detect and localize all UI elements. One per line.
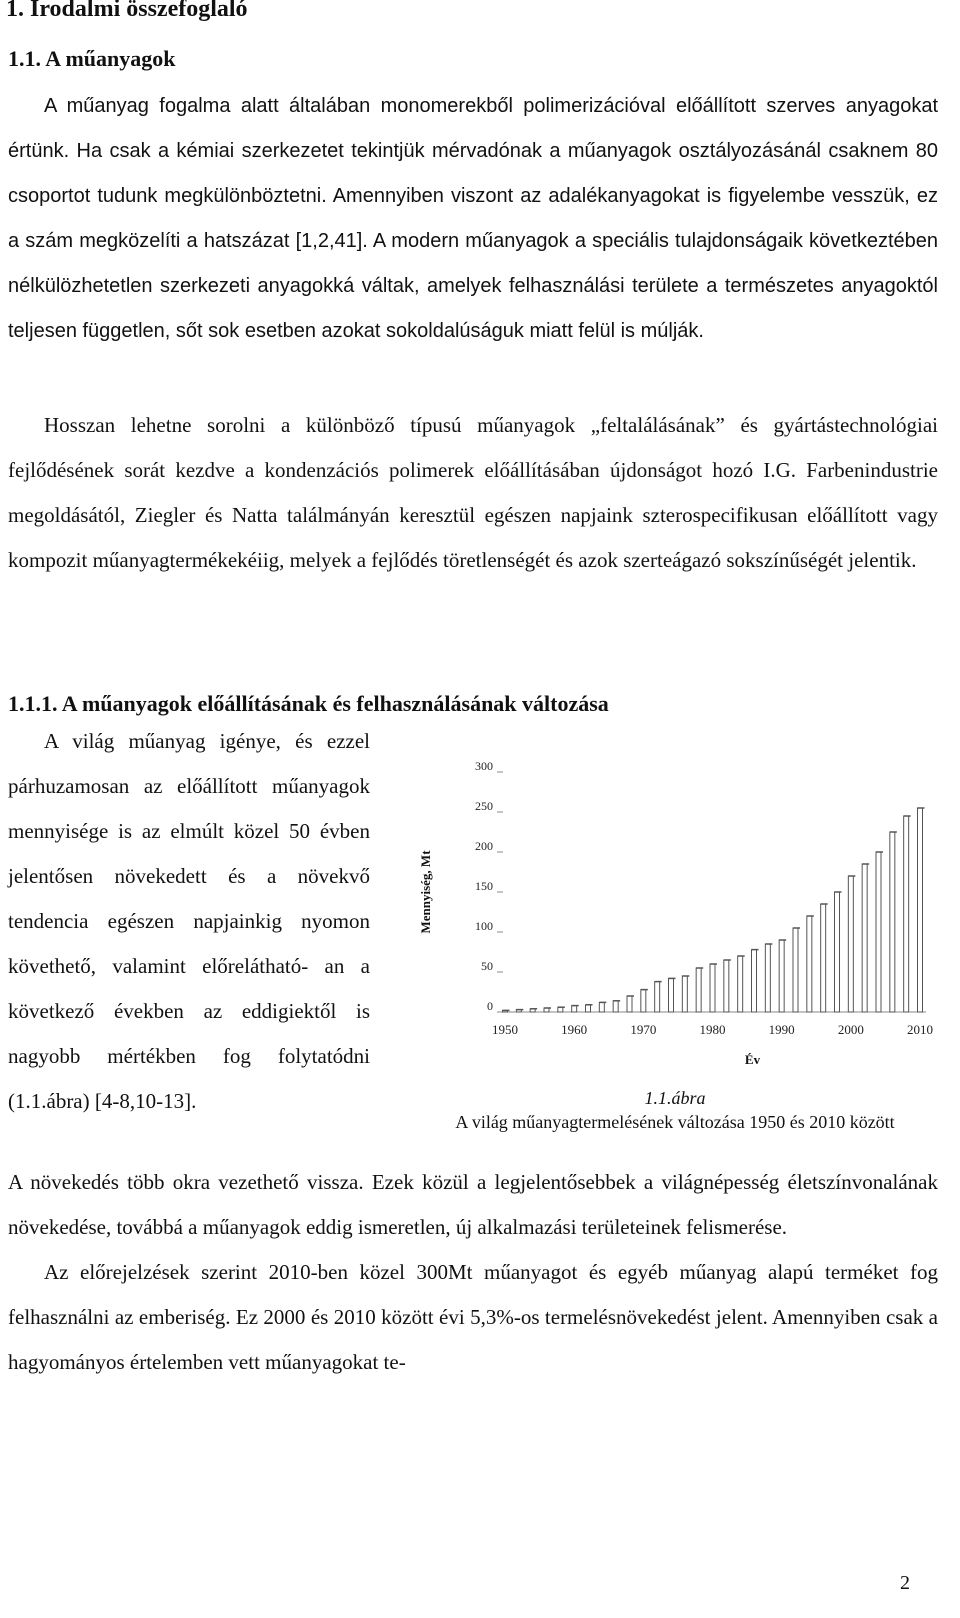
- figure-1-1: [410, 760, 940, 1160]
- y-tick-label: 150: [475, 879, 493, 893]
- x-tick-label: 1960: [561, 1022, 588, 1037]
- paragraph-forecast: Az előrejelzések szerint 2010-ben közel 300Mt műanyagot és egyéb műanyag alapú terméket fog felhasználni az emberiség. Ez 2000 és 2010 között évi 5,3%-os termelésnövekedést jelent. Amennyiben csak a hagyományos értelemben vett műanyagokat te-: [8, 1260, 938, 1374]
- bar: [572, 1006, 577, 1012]
- bar: [586, 1005, 591, 1012]
- history-text-block: [8, 403, 938, 583]
- bar: [710, 964, 715, 1012]
- paragraph-reasons: A növekedés több okra vezethető vissza. Ezek közül a legjelentősebbek a világnépesség életszínvonalának növekedése, továbbá a műanyagok eddig ismeretlen, új alkalmazási területeinek felismerése.: [8, 1170, 938, 1239]
- x-tick-label: 2010: [907, 1022, 933, 1037]
- bar: [627, 996, 632, 1012]
- bar: [821, 904, 826, 1012]
- production-bar-chart: [410, 760, 940, 1090]
- bar: [696, 968, 701, 1012]
- bar: [724, 960, 729, 1012]
- y-tick-label: 300: [475, 760, 493, 773]
- bar: [599, 1002, 604, 1012]
- bar: [752, 950, 757, 1012]
- x-tick-label: 1980: [699, 1022, 726, 1037]
- bar: [669, 978, 674, 1012]
- bar: [835, 892, 840, 1012]
- bar: [876, 852, 881, 1012]
- bar: [779, 940, 784, 1012]
- x-tick-label: 1970: [630, 1022, 657, 1037]
- paragraph-demand: A világ műanyag igénye, és ezzel párhuzamosan az előállított műanyagok mennyisége is az elmúlt közel 50 évben jelentősen növekedett és a növekvő tendencia egészen napjainkig nyomon követhető, valamint előrelátható- an a következő években az eddigiektől is nagyobb mértékben fog folytatódni (1.1.ábra) [4-8,10-13].: [8, 729, 370, 1113]
- y-axis-label: Mennyiség, Mt: [418, 850, 433, 934]
- y-tick-label: 50: [481, 959, 493, 973]
- x-tick-label: 1950: [492, 1022, 518, 1037]
- bar: [682, 976, 687, 1012]
- bar: [862, 864, 867, 1012]
- bar: [918, 808, 923, 1012]
- figure-caption: A világ műanyagtermelésének változása 1950 és 2010 között: [455, 1112, 895, 1132]
- left-column-text-block: [8, 719, 370, 1124]
- page-number: 2: [900, 1572, 910, 1594]
- bar: [641, 990, 646, 1012]
- figure-number: 1.1.ábra: [644, 1088, 706, 1108]
- y-tick-label: 100: [475, 919, 493, 933]
- bar: [613, 1001, 618, 1012]
- paragraph-definition: A műanyag fogalma alatt általában monomerekből polimerizációval előállított szerves anyagokat értünk. Ha csak a kémiai szerkezetet tekintjük mérvadónak a műanyagok osztályozásánál csaknem 80 csoportot tudunk megkülönböztetni. Amennyiben viszont az adalékanyagokat is figyelembe vesszük, ez a szám megközelíti a hatszázat [1,2,41]. A modern műanyagok a speciális tulajdonságaik következtében nélkülözhetetlen szerkezeti anyagokká váltak, amelyek felhasználási területe a természetes anyagoktól teljesen független, sőt sok esetben azokat sokoldalúságuk miatt felül is múlják.: [8, 95, 938, 342]
- x-axis-label: Év: [744, 1052, 761, 1067]
- bar: [890, 832, 895, 1012]
- bar: [655, 982, 660, 1012]
- y-tick-label: 0: [487, 999, 493, 1013]
- bar: [807, 916, 812, 1012]
- section-heading: 1.1. A műanyagok: [8, 46, 176, 71]
- x-tick-label: 1990: [768, 1022, 795, 1037]
- bottom-text-block: [8, 1160, 938, 1385]
- bar: [848, 876, 853, 1012]
- bar: [904, 816, 909, 1012]
- intro-text-block: [8, 84, 938, 354]
- bar: [738, 956, 743, 1012]
- chapter-heading: 1. Irodalmi összefoglaló: [6, 0, 248, 22]
- y-tick-label: 200: [475, 839, 493, 853]
- bar: [793, 928, 798, 1012]
- paragraph-history: Hosszan lehetne sorolni a különböző típusú műanyagok „feltalálásának” és gyártástechnológiai fejlődésének sorát kezdve a kondenzációs polimerek előállításában újdonságot hozó I.G. Farbenindustrie megoldásától, Ziegler és Natta találmányán keresztül egészen napjaink szterospecifikusan előállított vagy kompozit műanyagtermékekéiig, melyek a fejlődés töretlenségét és azok szerteágazó sokszínűségét jelentik.: [8, 413, 938, 572]
- y-tick-label: 250: [475, 799, 493, 813]
- subsection-heading: 1.1.1. A műanyagok előállításának és felhasználásának változása: [8, 691, 609, 716]
- x-tick-label: 2000: [837, 1022, 864, 1037]
- bar: [765, 944, 770, 1012]
